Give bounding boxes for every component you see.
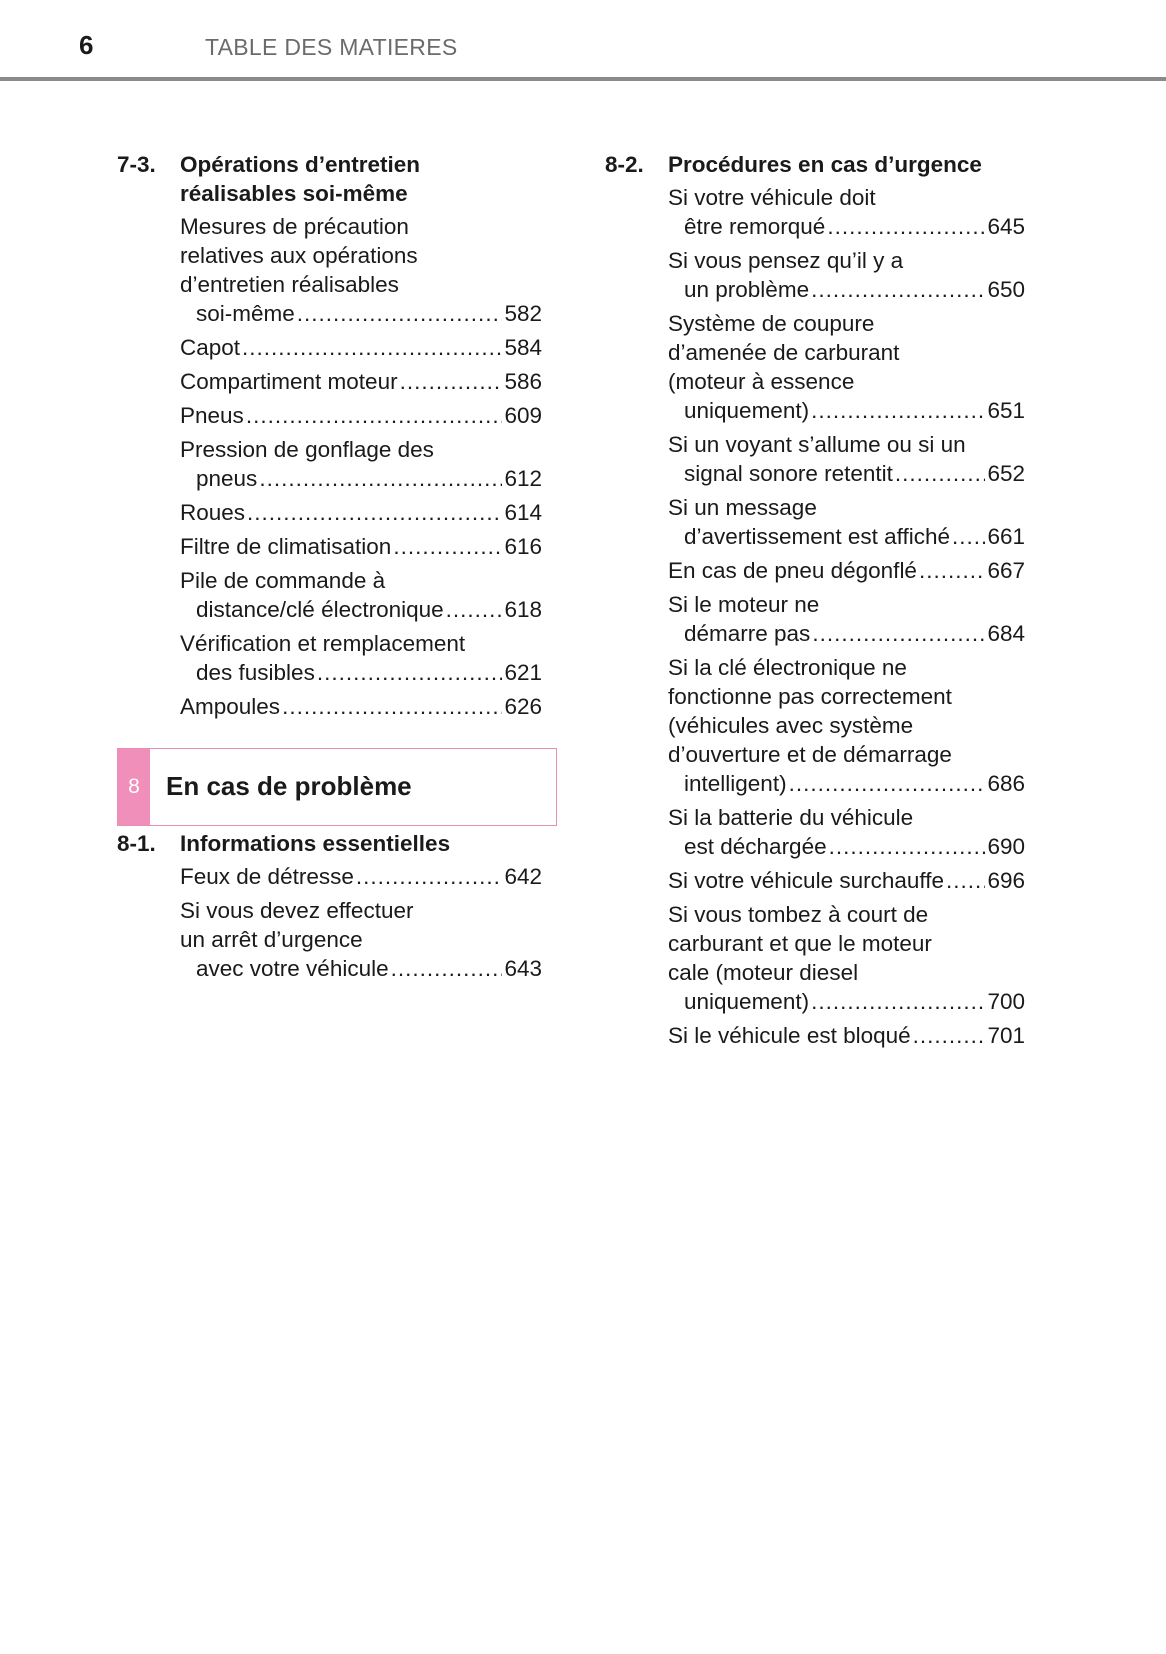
dot-leader <box>895 459 986 488</box>
toc-list <box>668 183 1025 1050</box>
toc-entry-text: Si la batterie du véhicule <box>668 805 914 830</box>
toc-entry-text: un arrêt d’urgence <box>180 927 363 952</box>
toc-entry-text: d’entretien réalisables <box>180 272 399 297</box>
toc-entry[interactable] <box>180 401 542 430</box>
toc-entry[interactable] <box>668 653 1025 798</box>
toc-entry-text: Filtre de climatisation <box>180 534 392 559</box>
dot-leader <box>827 212 985 241</box>
section-title-line: Procédures en cas d’urgence <box>668 152 982 177</box>
page-reference[interactable]: 621 <box>504 660 542 685</box>
toc-entry-last-line <box>668 1021 1025 1050</box>
toc-entry-text: distance/clé électronique <box>196 597 444 622</box>
toc-entry-text: relatives aux opérations <box>180 243 418 268</box>
toc-entry-text: d’avertissement est affiché <box>684 524 950 549</box>
toc-entry[interactable] <box>668 246 1025 304</box>
page-reference[interactable]: 700 <box>987 989 1025 1014</box>
page-reference[interactable]: 684 <box>987 621 1025 646</box>
toc-entry-last-line <box>196 299 542 328</box>
toc-entry-text: Feux de détresse <box>180 864 354 889</box>
page-reference[interactable]: 652 <box>987 461 1025 486</box>
page-reference[interactable]: 612 <box>504 466 542 491</box>
toc-entry-text: cale (moteur diesel <box>668 960 859 985</box>
page-reference[interactable]: 618 <box>504 597 542 622</box>
toc-entry[interactable] <box>668 803 1025 861</box>
dot-leader <box>242 333 502 362</box>
toc-entry-last-line <box>684 987 1025 1016</box>
dot-leader <box>811 987 985 1016</box>
toc-entry-text: pneus <box>196 466 258 491</box>
right-column <box>605 150 1025 1055</box>
page-reference[interactable]: 661 <box>987 524 1025 549</box>
toc-entry[interactable] <box>180 498 542 527</box>
toc-entry-text: (moteur à essence <box>668 369 855 394</box>
toc-entry-text: uniquement) <box>684 398 810 423</box>
toc-entry-last-line <box>684 275 1025 304</box>
section-number: 7-3. <box>117 152 156 177</box>
toc-list <box>180 212 542 721</box>
page-reference[interactable]: 582 <box>504 301 542 326</box>
toc-entry-last-line <box>684 619 1025 648</box>
toc-entry-text: Si un message <box>668 495 817 520</box>
section-title <box>180 829 542 858</box>
toc-entry[interactable] <box>180 629 542 687</box>
dot-leader <box>913 1021 986 1050</box>
toc-entry-last-line <box>180 333 542 362</box>
toc-entry-text: fonctionne pas correctement <box>668 684 952 709</box>
dot-leader <box>952 522 985 551</box>
toc-entry[interactable] <box>668 900 1025 1016</box>
page-reference[interactable]: 643 <box>504 956 542 981</box>
page-reference[interactable]: 626 <box>504 694 542 719</box>
toc-entry-text: intelligent) <box>684 771 787 796</box>
toc-entry[interactable] <box>180 566 542 624</box>
toc-entry-text: avec votre véhicule <box>196 956 389 981</box>
page-reference[interactable]: 686 <box>987 771 1025 796</box>
toc-entry-text: Mesures de précaution <box>180 214 409 239</box>
toc-entry-text: Système de coupure <box>668 311 875 336</box>
toc-entry-last-line <box>196 595 542 624</box>
toc-entry[interactable] <box>180 532 542 561</box>
toc-entry-text: En cas de pneu dégonflé <box>668 558 917 583</box>
section-heading-8-1 <box>117 829 542 858</box>
chapter-banner <box>117 748 557 826</box>
page-number: 6 <box>79 30 94 60</box>
toc-entry-last-line <box>180 692 542 721</box>
page-reference[interactable]: 696 <box>987 868 1025 893</box>
toc-entry-text: Compartiment moteur <box>180 369 398 394</box>
toc-entry-text: un problème <box>684 277 810 302</box>
section-title-line: Informations essentielles <box>180 831 451 856</box>
toc-entry-text: être remorqué <box>684 214 826 239</box>
toc-entry-text: soi-même <box>196 301 295 326</box>
header-title: TABLE DES MATIERES <box>205 34 458 60</box>
toc-entry-last-line <box>180 498 542 527</box>
toc-entry[interactable] <box>180 896 542 983</box>
page-reference[interactable]: 690 <box>987 834 1025 859</box>
toc-entry-text: Si vous devez effectuer <box>180 898 414 923</box>
section-number: 8-1. <box>117 831 156 856</box>
section-title <box>180 150 542 208</box>
dot-leader <box>446 595 503 624</box>
toc-entry-text: Si votre véhicule doit <box>668 185 876 210</box>
dot-leader <box>259 464 502 493</box>
toc-entry-last-line <box>684 396 1025 425</box>
toc-entry-text: Si un voyant s’allume ou si un <box>668 432 966 457</box>
toc-entry[interactable] <box>668 183 1025 241</box>
toc-entry[interactable] <box>180 435 542 493</box>
toc-entry[interactable] <box>180 333 542 362</box>
toc-entry-text: démarre pas <box>684 621 811 646</box>
toc-entry[interactable] <box>668 309 1025 425</box>
dot-leader <box>812 619 985 648</box>
toc-entry-text: Vérification et remplacement <box>180 631 466 656</box>
section-title-line: Opérations d’entretien <box>180 152 421 177</box>
toc-entry-last-line <box>668 556 1025 585</box>
chapter-title: En cas de problème <box>166 771 412 801</box>
toc-entry-text: (véhicules avec système <box>668 713 914 738</box>
toc-entry-last-line <box>180 401 542 430</box>
toc-entry[interactable] <box>180 692 542 721</box>
toc-entry[interactable] <box>180 862 542 891</box>
dot-leader <box>789 769 986 798</box>
section-heading-7-3 <box>117 150 542 208</box>
dot-leader <box>829 832 986 861</box>
toc-entry-text: carburant et que le moteur <box>668 931 932 956</box>
toc-entry-last-line <box>180 862 542 891</box>
page-reference[interactable]: 614 <box>504 500 542 525</box>
page-reference[interactable]: 584 <box>504 335 542 360</box>
toc-entry-text: Capot <box>180 335 241 360</box>
toc-entry[interactable] <box>668 556 1025 585</box>
dot-leader <box>393 532 502 561</box>
toc-entry-last-line <box>684 212 1025 241</box>
toc-entry-text: Si la clé électronique ne <box>668 655 907 680</box>
toc-entry-text: Pile de commande à <box>180 568 386 593</box>
toc-entry[interactable] <box>668 866 1025 895</box>
section-number: 8-2. <box>605 152 644 177</box>
toc-entry-last-line <box>180 367 542 396</box>
toc-entry-last-line <box>668 866 1025 895</box>
dot-leader <box>400 367 503 396</box>
dot-leader <box>282 692 502 721</box>
left-column <box>117 150 542 988</box>
toc-entry-last-line <box>196 658 542 687</box>
section-title <box>668 150 1025 179</box>
toc-entry-last-line <box>196 464 542 493</box>
toc-entry-text: Si le moteur ne <box>668 592 820 617</box>
toc-entry-text: Si votre véhicule surchauffe <box>668 868 944 893</box>
page-reference[interactable]: 642 <box>504 864 542 889</box>
header-divider <box>0 77 1166 81</box>
toc-entry-last-line <box>684 769 1025 798</box>
dot-leader <box>919 556 986 585</box>
toc-entry-text: Ampoules <box>180 694 281 719</box>
dot-leader <box>317 658 503 687</box>
toc-entry-text: Si vous tombez à court de <box>668 902 929 927</box>
toc-entry-text: Si vous pensez qu’il y a <box>668 248 904 273</box>
toc-entry[interactable] <box>668 430 1025 488</box>
page-reference[interactable]: 586 <box>504 369 542 394</box>
section-title-line: réalisables soi-même <box>180 181 408 206</box>
page-reference[interactable]: 609 <box>504 403 542 428</box>
toc-entry-text: uniquement) <box>684 989 810 1014</box>
page-reference[interactable]: 616 <box>504 534 542 559</box>
toc-entry-text: des fusibles <box>196 660 315 685</box>
dot-leader <box>811 275 985 304</box>
page-reference[interactable]: 667 <box>987 558 1025 583</box>
page-reference[interactable]: 650 <box>987 277 1025 302</box>
dot-leader <box>247 498 502 527</box>
toc-entry-last-line <box>684 459 1025 488</box>
page-reference[interactable]: 701 <box>987 1023 1025 1048</box>
toc-entry-last-line <box>684 522 1025 551</box>
toc-list <box>180 862 542 983</box>
chapter-number-tab: 8 <box>118 749 150 825</box>
toc-entry[interactable] <box>668 590 1025 648</box>
toc-entry-text: Pneus <box>180 403 244 428</box>
toc-entry-last-line <box>196 954 542 983</box>
page-reference[interactable]: 645 <box>987 214 1025 239</box>
toc-entry-text: Roues <box>180 500 246 525</box>
dot-leader <box>391 954 503 983</box>
toc-entry-text: Pression de gonflage des <box>180 437 434 462</box>
toc-entry[interactable] <box>180 212 542 328</box>
toc-entry-text: Si le véhicule est bloqué <box>668 1023 911 1048</box>
toc-entry-last-line <box>180 532 542 561</box>
toc-entry[interactable] <box>180 367 542 396</box>
toc-entry-text: d’ouverture et de démarrage <box>668 742 952 767</box>
dot-leader <box>246 401 503 430</box>
toc-entry[interactable] <box>668 1021 1025 1050</box>
page-reference[interactable]: 651 <box>987 398 1025 423</box>
toc-entry-text: signal sonore retentit <box>684 461 893 486</box>
page-header <box>0 0 1166 82</box>
toc-entry[interactable] <box>668 493 1025 551</box>
toc-entry-last-line <box>684 832 1025 861</box>
dot-leader <box>356 862 503 891</box>
section-heading-8-2 <box>605 150 1025 179</box>
toc-entry-text: est déchargée <box>684 834 827 859</box>
dot-leader <box>811 396 985 425</box>
dot-leader <box>297 299 503 328</box>
toc-entry-text: d’amenée de carburant <box>668 340 900 365</box>
dot-leader <box>946 866 985 895</box>
